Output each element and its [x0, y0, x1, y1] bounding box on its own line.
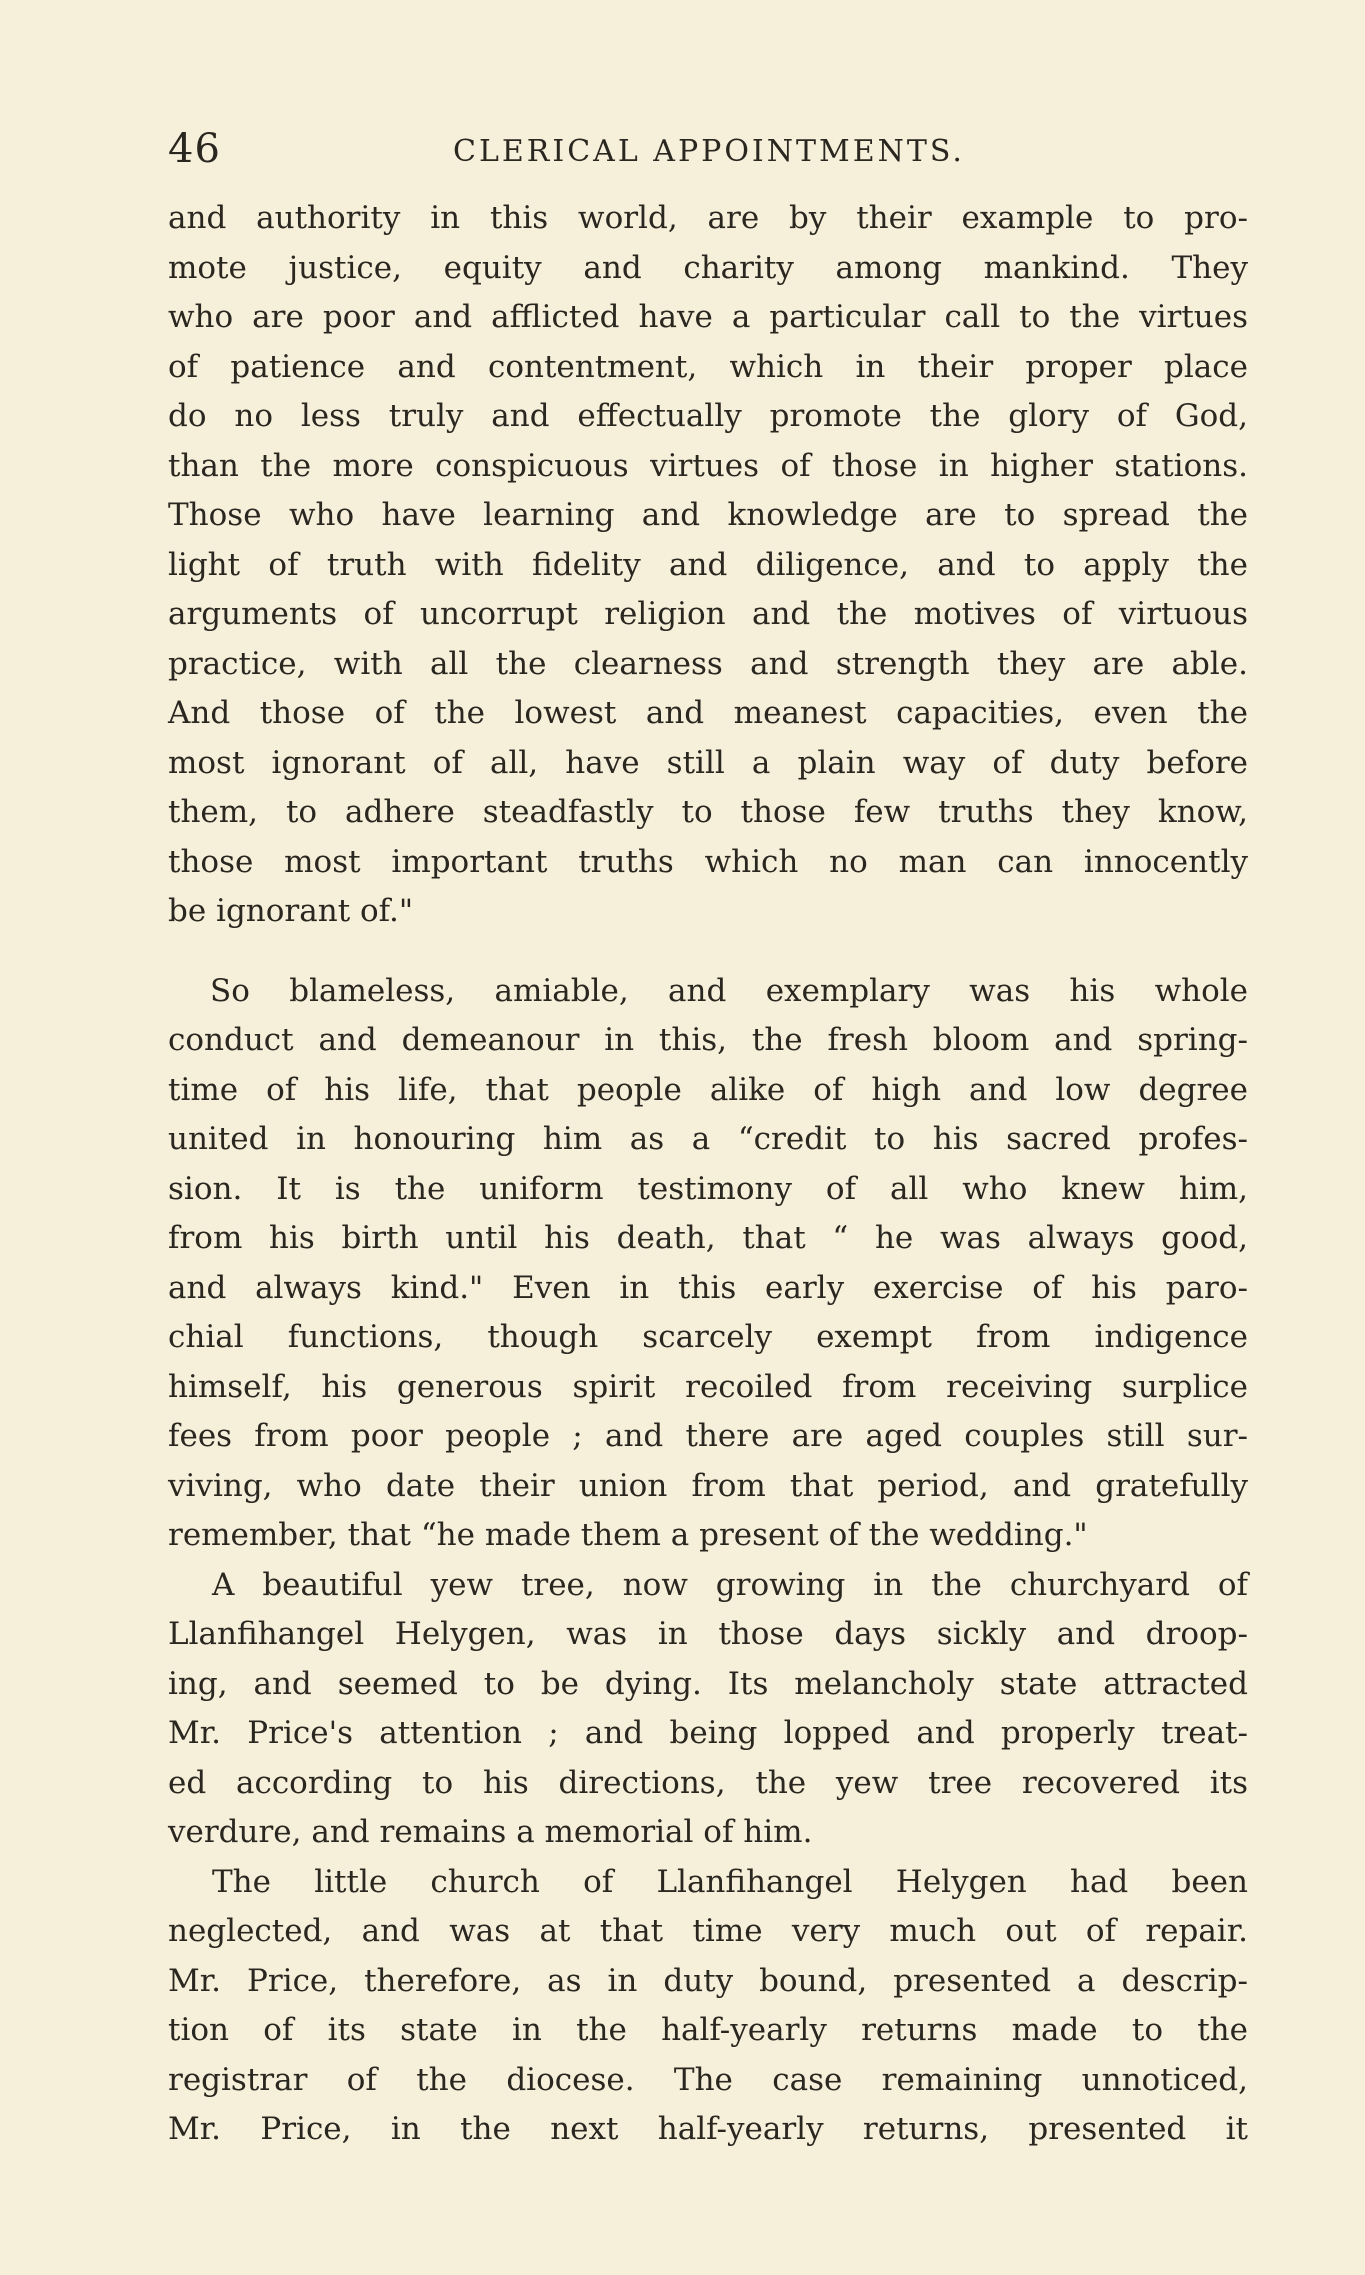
paragraph-blameless [168, 967, 1248, 1561]
text-line: do no less truly and effectually promote the glory of God, [168, 398, 1248, 434]
paragraph-little-church [168, 1858, 1248, 2155]
text-line: chial functions, though scarcely exempt from indigence [168, 1319, 1248, 1355]
text-line: practice, with all the clearness and strength they are able. [168, 645, 1248, 682]
text-line: And those of the lowest and meanest capacities, even the [168, 695, 1248, 731]
text-line: sion. It is the uniform testimony of all who knew him, [168, 1170, 1248, 1207]
text-line: united in honouring him as a “credit to his sacred profes- [168, 1121, 1248, 1157]
text-line: verdure, and remains a memorial of him. [168, 1814, 813, 1850]
text-line: ed according to his directions, the yew tree recovered its [168, 1764, 1248, 1801]
text-line: and authority in this world, are by their example to pro- [168, 200, 1248, 236]
text-line: arguments of uncorrupt religion and the motives of virtuous [168, 596, 1248, 632]
paragraph-continuation [168, 194, 1248, 937]
text-line: most ignorant of all, have still a plain way of duty before [168, 744, 1248, 781]
text-line: those most important truths which no man can innocently [168, 843, 1248, 880]
running-head: CLERICAL APPOINTMENTS. [453, 134, 965, 169]
text-line: conduct and demeanour in this, the fresh bloom and spring- [168, 1022, 1248, 1058]
text-line: be ignorant of." [168, 893, 414, 929]
text-line: tion of its state in the half-yearly returns made to the [168, 2012, 1248, 2048]
text-line: who are poor and afflicted have a particular call to the virtues [168, 299, 1248, 335]
paragraph-yew-tree [168, 1561, 1248, 1858]
text-line: Mr. Price's attention ; and being lopped and properly treat- [168, 1715, 1248, 1751]
text-line: Mr. Price, in the next half-yearly returns, presented it [168, 2111, 1248, 2147]
body-text [168, 194, 1248, 2155]
text-line: time of his life, that people alike of high and low degree [168, 1071, 1248, 1108]
page-header [168, 126, 1248, 186]
text-line: neglected, and was at that time very much out of repair. [168, 1913, 1248, 1949]
text-line: ing, and seemed to be dying. Its melancholy state attracted [168, 1665, 1248, 1702]
text-line: and always kind." Even in this early exercise of his paro- [168, 1269, 1248, 1306]
text-line: Mr. Price, therefore, as in duty bound, presented a descrip- [168, 1962, 1248, 1999]
text-line: them, to adhere steadfastly to those few truths they know, [168, 794, 1248, 830]
page-number: 46 [168, 126, 221, 172]
text-line: than the more conspicuous virtues of those in higher stations. [168, 447, 1248, 484]
paragraph-gap [168, 937, 1248, 967]
text-line: The little church of Llanfihangel Helygen had been [212, 1863, 1248, 1900]
text-line: himself, his generous spirit recoiled from receiving surplice [168, 1368, 1248, 1405]
text-line: A beautiful yew tree, now growing in the churchyard of [212, 1566, 1248, 1603]
text-line: So blameless, amiable, and exemplary was his whole [210, 972, 1248, 1009]
text-line: light of truth with fidelity and diligence, and to apply the [168, 546, 1248, 583]
text-line: viving, who date their union from that period, and gratefully [168, 1467, 1248, 1504]
text-line: of patience and contentment, which in their proper place [168, 348, 1248, 385]
text-line: remember, that “he made them a present of the wedding." [168, 1517, 1088, 1553]
text-line: mote justice, equity and charity among mankind. They [168, 249, 1248, 286]
text-line: Llanfihangel Helygen, was in those days sickly and droop- [168, 1616, 1248, 1652]
text-line: registrar of the diocese. The case remaining unnoticed, [168, 2061, 1248, 2098]
text-line: fees from poor people ; and there are aged couples still sur- [168, 1418, 1248, 1454]
text-line: Those who have learning and knowledge are to spread the [168, 497, 1248, 533]
text-line: from his birth until his death, that “ he was always good, [168, 1220, 1248, 1256]
